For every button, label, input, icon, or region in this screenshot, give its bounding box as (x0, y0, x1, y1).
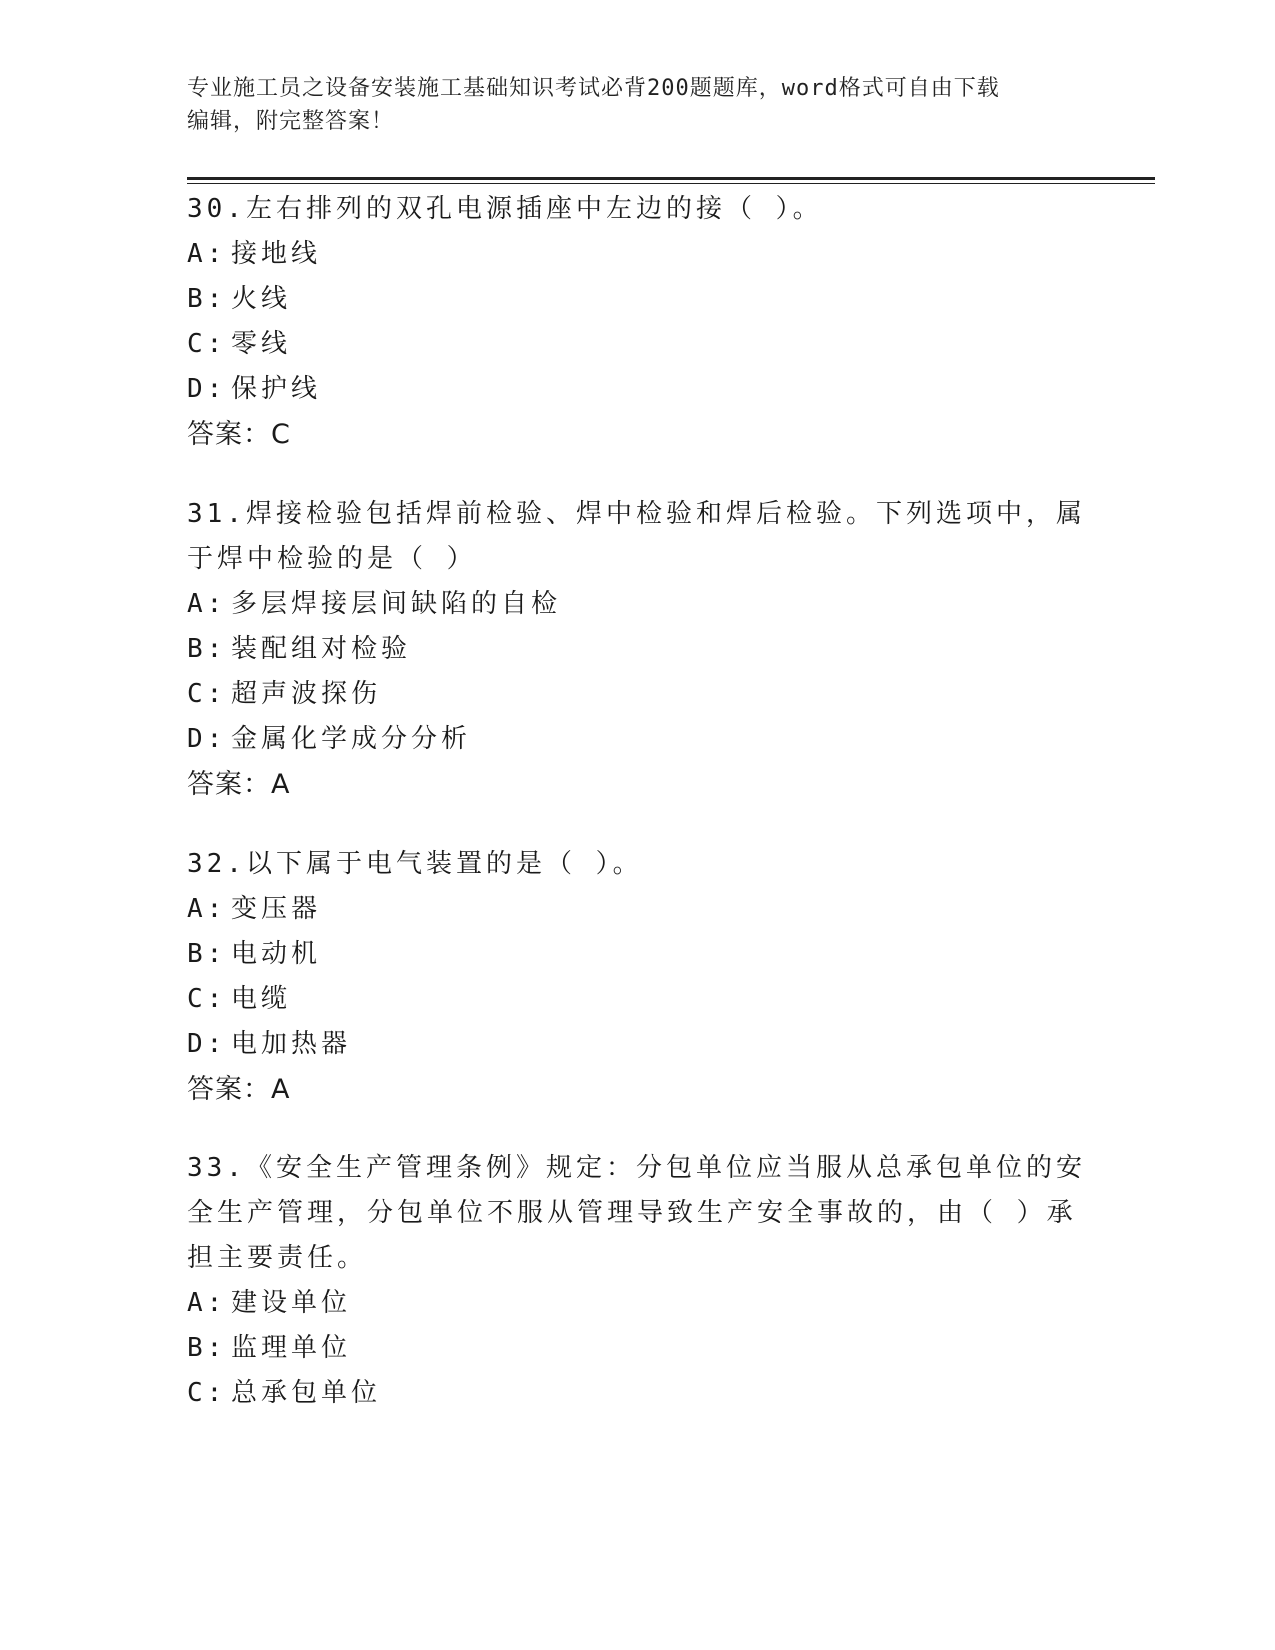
option-letter: B: (187, 634, 227, 664)
option-c (187, 322, 1087, 367)
option-letter: A: (187, 1288, 227, 1318)
option-text: 零线 (231, 329, 292, 359)
option-text: 多层焊接层间缺陷的自检 (231, 589, 562, 619)
option-b (187, 932, 1087, 977)
question-32 (187, 842, 1087, 1112)
option-text: 电缆 (231, 984, 292, 1014)
header-rule-thick (187, 177, 1155, 180)
option-c (187, 977, 1087, 1022)
option-letter: B: (187, 1333, 227, 1363)
question-31 (187, 492, 1087, 807)
option-text: 保护线 (231, 374, 322, 404)
option-letter: C: (187, 984, 227, 1014)
option-letter: C: (187, 329, 227, 359)
option-letter: C: (187, 1378, 227, 1408)
option-text: 装配组对检验 (231, 634, 412, 664)
option-letter: A: (187, 894, 227, 924)
question-33 (187, 1146, 1087, 1416)
header-line-2: 编辑，附完整答案！ (187, 109, 395, 134)
option-letter: B: (187, 939, 227, 969)
option-text: 接地线 (231, 239, 322, 269)
option-text: 金属化学成分分析 (231, 724, 472, 754)
option-a (187, 232, 1087, 277)
option-text: 监理单位 (231, 1333, 352, 1363)
option-text: 变压器 (231, 894, 322, 924)
question-stem: 31.焊接检验包括焊前检验、焊中检验和焊后检验。下列选项中，属于焊中检验的是（ ） (187, 499, 1086, 574)
answer-line: 答案：A (187, 1074, 291, 1105)
option-b (187, 1326, 1087, 1371)
option-d (187, 1022, 1087, 1067)
option-letter: D: (187, 724, 227, 754)
question-30 (187, 187, 1087, 457)
option-letter: B: (187, 284, 227, 314)
option-letter: D: (187, 1029, 227, 1059)
answer-line: 答案：A (187, 769, 291, 800)
option-c (187, 1371, 1087, 1416)
option-letter: C: (187, 679, 227, 709)
document-header (187, 72, 1067, 138)
option-text: 火线 (231, 284, 292, 314)
option-a (187, 582, 1087, 627)
answer-line: 答案：C (187, 419, 291, 450)
question-stem: 32.以下属于电气装置的是（ ）。 (187, 849, 643, 879)
option-letter: D: (187, 374, 227, 404)
option-a (187, 887, 1087, 932)
option-text: 建设单位 (231, 1288, 352, 1318)
option-b (187, 277, 1087, 322)
option-letter: A: (187, 239, 227, 269)
question-stem: 30.左右排列的双孔电源插座中左边的接（ ）。 (187, 194, 823, 224)
option-a (187, 1281, 1087, 1326)
option-text: 电加热器 (231, 1029, 352, 1059)
option-text: 电动机 (231, 939, 322, 969)
header-rule-thin (187, 183, 1155, 184)
option-letter: A: (187, 589, 227, 619)
option-c (187, 672, 1087, 717)
option-b (187, 627, 1087, 672)
option-text: 总承包单位 (231, 1378, 382, 1408)
option-text: 超声波探伤 (231, 679, 382, 709)
header-line-1: 专业施工员之设备安装施工基础知识考试必背200题题库，word格式可自由下载 (187, 76, 1000, 101)
option-d (187, 717, 1087, 762)
option-d (187, 367, 1087, 412)
question-stem: 33.《安全生产管理条例》规定：分包单位应当服从总承包单位的安全生产管理，分包单位不服从管理导致生产安全事故的，由（ ）承担主要责任。 (187, 1153, 1086, 1273)
